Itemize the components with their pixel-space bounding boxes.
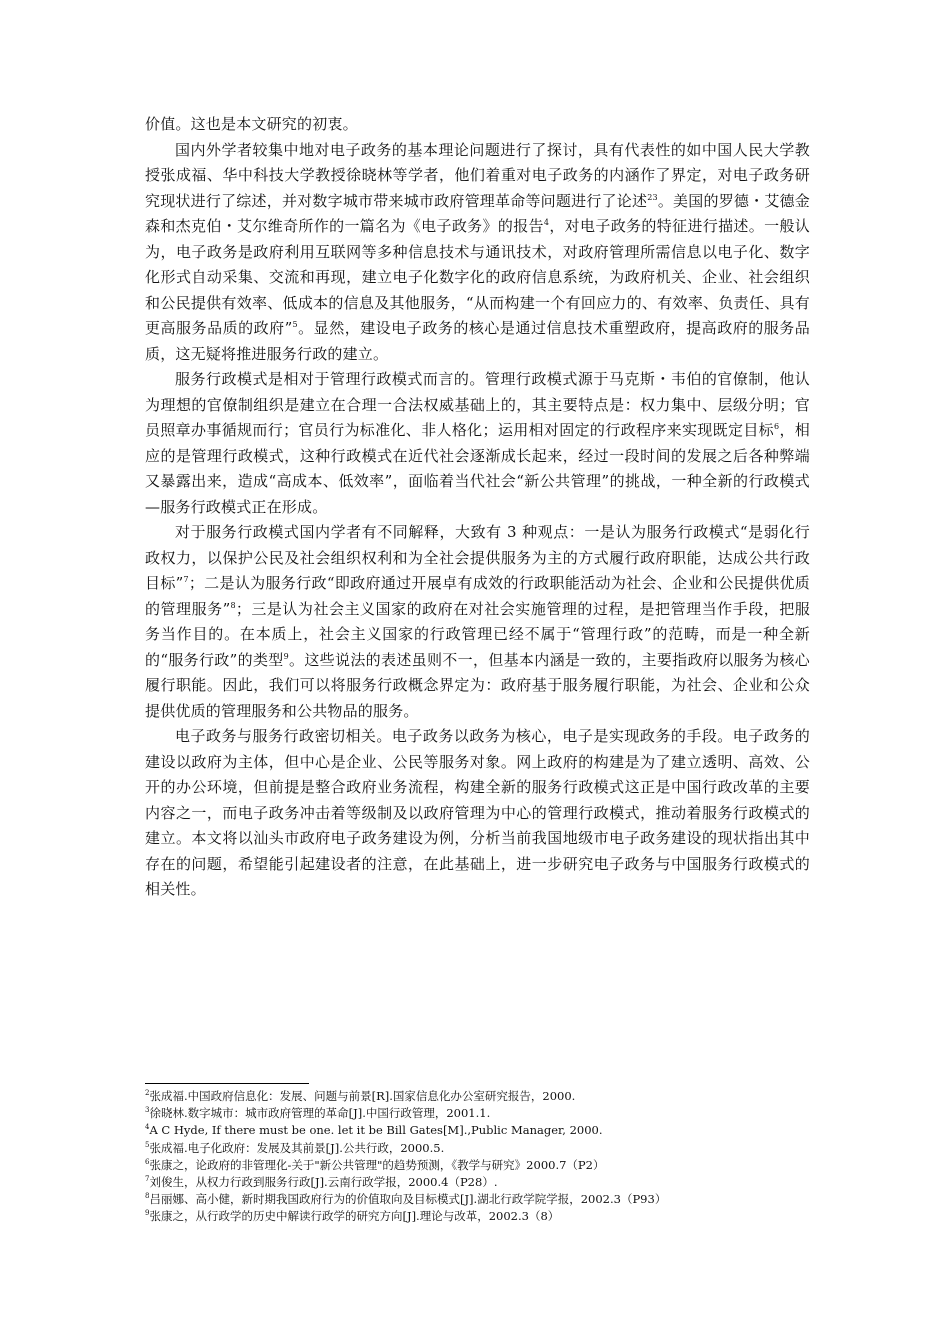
footnote-text: 刘俊生，从权力行政到服务行政[J].云南行政学报，2000.4（P28）.: [149, 1175, 498, 1190]
footnote-ref: 4: [543, 218, 550, 227]
footnote-separator: [145, 1083, 309, 1084]
paragraph-text: ；二是认为服务行政“即政府通过开展卓有成效的行政职能活动为社会、企业和公民提供优质的管理服务”: [145, 574, 810, 618]
footnote-ref: 8: [230, 600, 236, 610]
footnote: [145, 1105, 810, 1122]
paragraph-text: 。这些说法的表述虽则不一，但基本内涵是一致的，主要指政府以服务为核心履行职能。因此，我们可以将服务行政概念界定为：政府基于服务履行职能，为社会、企业和公众提供优质的管理服务和公共物品的服务。: [145, 650, 810, 720]
paragraph: [145, 520, 810, 724]
footnote: [145, 1208, 810, 1225]
footnote-text: 吕丽娜、高小健，新时期我国政府行为的价值取向及目标模式[J].湖北行政学院学报，2002.3（P93）: [149, 1192, 667, 1207]
paragraph: [145, 112, 810, 138]
footnote: [145, 1140, 810, 1157]
footnote-number: 8: [145, 1192, 150, 1201]
body-text: [145, 112, 810, 903]
footnote: [145, 1191, 810, 1208]
footnote-ref: 9: [283, 651, 289, 661]
footnote-ref: 6: [774, 422, 780, 431]
footnote-number: 5: [145, 1140, 150, 1149]
paragraph-text: 国内外学者较集中地对电子政务的基本理论问题进行了探讨，具有代表性的如中国人民大学教授张成福、华中科技大学教授徐晓林等学者，他们着重对电子政务的内涵作了界定，对电子政务研究现状进行了综述，并对数字城市带来城市政府管理革命等问题进行了论述: [145, 140, 810, 210]
paragraph-text: ，对电子政务的特征进行描述。一般认为，电子政务是政府利用互联网等多种信息技术与通讯技术，对政府管理所需信息以电子化、数字化形式自动采集、交流和再现，建立电子化数字化的政府信息系统，为政府机关、企业、社会组织和公民提供有效率、低成本的信息及其他服务，“从而构建一个有回应力的、有效率、负责任、具有更高服务品质的政府”: [145, 217, 810, 337]
paragraph: [145, 138, 810, 368]
paragraph-text: ，相应的是管理行政模式，这种行政模式在近代社会逐渐成长起来，经过一段时间的发展之后各种弊端又暴露出来，造成“高成本、低效率”，面临着当代社会“新公共管理”的挑战，一种全新的行政模式—服务行政模式正在形成。: [145, 421, 810, 516]
footnote-text: 张成福.中国政府信息化：发展、问题与前景[R].国家信息化办公室研究报告，2000.: [149, 1089, 576, 1103]
paragraph-text: 服务行政模式是相对于管理行政模式而言的。管理行政模式源于马克斯・韦伯的官僚制，他认为理想的官僚制组织是建立在合理一合法权威基础上的，其主要特点是：权力集中、层级分明；官员照章办事循规而行；官员行为标准化、非人格化；运用相对固定的行政程序来实现既定目标: [145, 370, 810, 439]
footnote-text: 张成福.电子化政府：发展及其前景[J].公共行政，2000.5.: [149, 1140, 445, 1155]
footnote-ref: 23: [647, 192, 658, 202]
footnote-number: 9: [145, 1209, 150, 1218]
footnote-text: 张康之，从行政学的历史中解读行政学的研究方向[J].理论与改革，2002.3（8）: [149, 1209, 560, 1224]
paragraph-text: 对于服务行政模式国内学者有不同解释，大致有 3 种观点：一是认为服务行政模式“是弱化行政权力，以保护公民及社会组织权利和为全社会提供服务为主的方式履行政府职能，达成公共行政目标”: [145, 523, 810, 592]
footnote: [145, 1088, 810, 1105]
paragraph-text: ；三是认为社会主义国家的政府在对社会实施管理的过程，是把管理当作手段，把服务当作目的。在本质上，社会主义国家的行政管理已经不属于“管理行政”的范畴，而是一种全新的“服务行政”的类型: [145, 599, 811, 669]
paragraph-text: 价值。这也是本文研究的初衷。: [145, 115, 358, 133]
paragraph: [145, 724, 810, 903]
paragraph: [145, 367, 810, 520]
paragraph-text: 。显然，建设电子政务的核心是通过信息技术重塑政府，提高政府的服务品质，这无疑将推进服务行政的建立。: [145, 319, 810, 363]
footnote-ref: 5: [292, 320, 298, 329]
paragraph-text: 电子政务与服务行政密切相关。电子政务以政务为核心，电子是实现政务的手段。电子政务的建设以政府为主体，但中心是企业、公民等服务对象。网上政府的构建是为了建立透明、高效、公开的办公环境，但前提是整合政府业务流程，构建全新的服务行政模式这正是中国行政改革的主要内容之一，而电子政务冲击着等级制及以政府管理为中心的管理行政模式，推动着服务行政模式的建立。本文将以汕头市政府电子政务建设为例，分析当前我国地级市电子政务建设的现状指出其中存在的问题，希望能引起建设者的注意，在此基础上，进一步研究电子政务与中国服务行政模式的相关性。: [145, 727, 810, 898]
footnote: [145, 1122, 810, 1139]
footnote: [145, 1174, 810, 1191]
paragraph-text: 。美国的罗德・艾德金森和杰克伯・艾尔维奇所作的一篇名为《电子政务》的报告: [145, 191, 810, 235]
footnote-number: 7: [145, 1175, 150, 1184]
footnote: [145, 1157, 810, 1174]
footnotes: [145, 1088, 810, 1226]
footnote-text: 张康之，论政府的非管理化-关于"新公共管理"的趋势预测，《教学与研究》2000.7（P2）: [149, 1157, 605, 1172]
footnote-number: 3: [145, 1106, 150, 1115]
footnote-number: 4: [145, 1123, 150, 1132]
footnote-text: A C Hyde, If there must be one. let it be Bill Gates[M].,Public Manager, 2000.: [149, 1123, 603, 1138]
footnote-ref: 7: [183, 575, 189, 584]
footnote-number: 2: [145, 1089, 150, 1098]
footnote-number: 6: [145, 1157, 150, 1166]
footnote-text: 徐晓林.数字城市：城市政府管理的革命[J].中国行政管理，2001.1.: [149, 1106, 491, 1121]
